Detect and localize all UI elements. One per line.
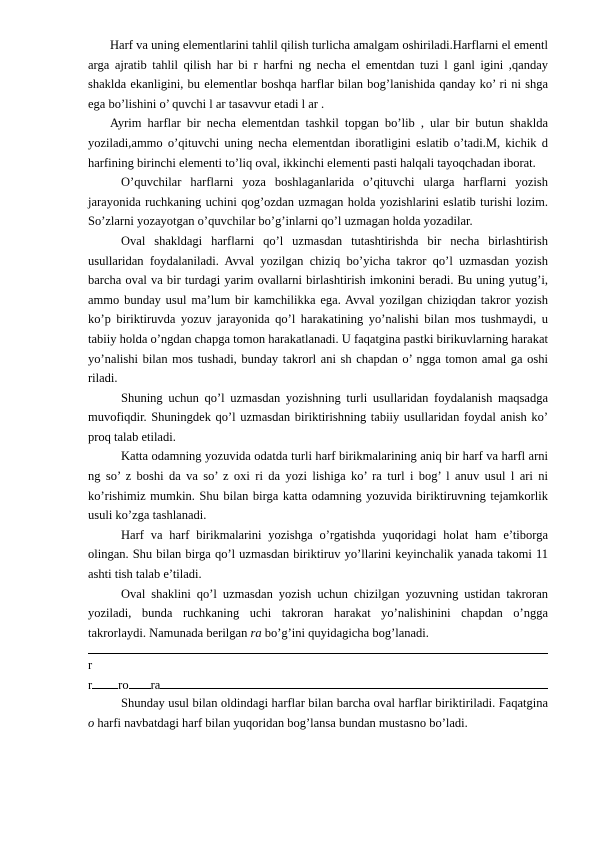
paragraph-5: Shuning uchun qo’l uzmasdan yozishning turli usullaridan foydalanish maqsadga muvofiqdir. Shuningdek qo’l uzmasdan biriktirishning tabiiy usullaridan foydal anish ko’ proq talab etiladi. bbox=[88, 390, 548, 444]
example-syllable-ra: ra bbox=[150, 678, 161, 693]
paragraph-6: Katta odamning yozuvida odatda turli harf birikmalarining aniq bir harf va harfl arni ng so’ z boshi da va so’ z oxi ri da yozi lishiga ko’ ra turl i bog’ l anuv usul l ari ni ko’rishimiz mumkin. Shu bilan birga katta odamning yozuvida biriktiruvning tejamkorlik usuli ko’zga tashlanadi. bbox=[88, 449, 548, 523]
paragraph-2: Ayrim harflar bir necha elementdan tashkil topgan bo’lib , ular bir butun shaklda yoziladi,ammo o’qituvchi uning necha elementdan iboratligini eslatib o’tadi.M, kichik d harfining birinchi elementi to’liq oval, ikkinchi elementi pasti halqali tayoqchadan iborat. bbox=[88, 116, 548, 170]
example-line-1: r bbox=[88, 658, 93, 673]
connector-underline-2 bbox=[129, 675, 151, 689]
paragraph-8 bbox=[88, 585, 548, 644]
paragraph-8-text-a: Oval shaklini qo’l uzmasdan yozish uchun chizilgan yozuvning ustidan takroran yoziladi, bunda ruchkaning uchi takroran harakat yo’nalishinini chapdan o’ngga takrorlaydi. Namunada berilgan bbox=[88, 586, 548, 640]
document-page bbox=[88, 36, 548, 734]
writing-guide-line bbox=[88, 647, 548, 654]
closing-text-b: harfi navbatdagi harf bilan yuqoridan bog’lansa bundan mustasno bo’ladi. bbox=[94, 716, 468, 730]
trailing-underline bbox=[160, 675, 548, 689]
connector-underline-1 bbox=[92, 675, 118, 689]
paragraph-4: Oval shakldagi harflarni qo’l uzmasdan tutashtirishda bir necha birlashtirish usullaridan foydalaniladi. Avval yozilgan chiziq bo’yicha takror qo’l uzmasdan yozish barcha oval va bir turdagi yarim ovallarni birlashtirish imkonini beradi. Bu uning yutug’i, ammo bunday usul ma’lum bir kamchilikka ega. Avval yozilgan chiziqdan takror yozish ko’p biriktiruvda yozuv jarayonida qo’l harakatining yo’nalishi bilan mos tushmaydi, u tabiiy holda o’ngdan chapga tomon harakatlanadi. U faqatgina pastki birikuvlarning harakat yo’nalishi bilan mos tushadi, bunday takrorl ani sh chapdan o’ ngga tomon amal ga oshi riladi. bbox=[88, 233, 548, 386]
paragraph-1: Harf va uning elementlarini tahlil qilish turlicha amalgam oshiriladi.Harflarni el ementl arga ajratib tahlil qilish har bi r harfni ng necha el ementdan tuzi l ganl igini ,qanday shaklda ekanligini, bu elementlar boshqa harflar bilan bog’lanishida qanday ko’ ri ni shga ega bo’lishini o’ quvchi l ar tasavvur etadi l ar . bbox=[88, 38, 548, 111]
paragraph-8-emphasis: ra bbox=[250, 625, 262, 640]
closing-text-a: Shunday usul bilan oldindagi harflar bilan barcha oval harflar biriktiriladi. Faqatgina bbox=[121, 696, 548, 711]
example-syllable-ro: ro bbox=[118, 678, 129, 693]
paragraph-7: Harf va harf birikmalarini yozishga o’rgatishda yuqoridagi holat ham e’tiborga olingan. Shu bilan birga qo’l uzmasdan biriktiruv yo’llarini keyinchalik yanada takomi 11 ashti tish talab e’tiladi. bbox=[88, 527, 548, 582]
paragraph-8-text-b: bo’g’ini quyidagicha bog’lanadi. bbox=[261, 625, 429, 640]
paragraph-3: O’quvchilar harflarni yoza boshlaganlarida o’qituvchi ularga harflarni yozish jarayonida ruchkaning uchini qog’ozdan uzmagan holda yozishlarini eslatib turishi lozim. So’zlarni yozayotgan o’quvchilar bo’g’inlarni qo’l uzmagan holda yozadilar. bbox=[88, 175, 548, 229]
closing-paragraph bbox=[88, 694, 548, 733]
closing-emphasis: o bbox=[88, 716, 95, 730]
example-letter-r: r bbox=[88, 678, 93, 693]
example-line-2 bbox=[88, 675, 548, 694]
